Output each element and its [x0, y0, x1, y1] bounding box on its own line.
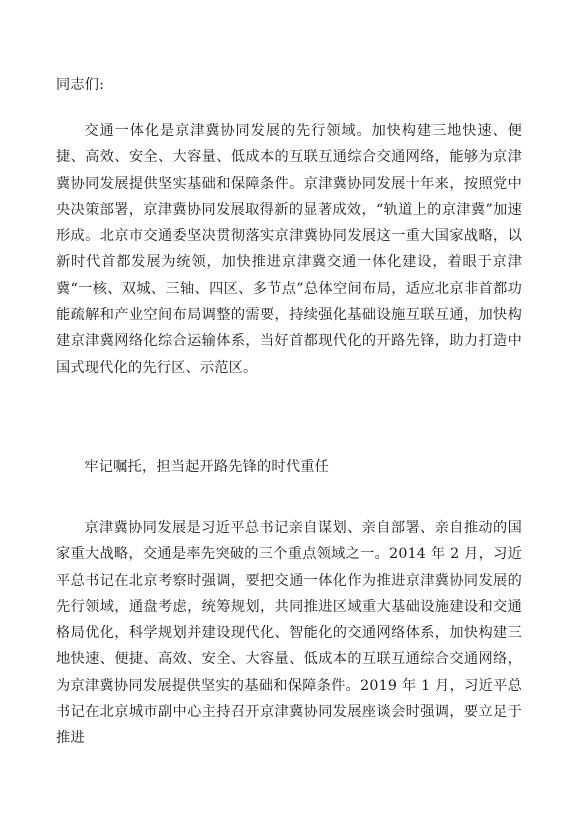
paragraph-intro: 交通一体化是京津冀协同发展的先行领域。加快构建三地快速、便捷、高效、安全、大容量、低成本的互联互通综合交通网络，能够为京津冀协同发展提供坚实基础和保障条件。京津冀协同发展十年来，按照党中央决策部署，京津冀协同发展取得新的显著成效，“轨道上的京津冀”加速形成。北京市交通委坚决贯彻落实京津冀协同发展这一重大国家战略，以新时代首都发展为统领，加快推进京津冀交通一体化建设，着眼于京津冀“一核、双城、三轴、四区、多节点”总体空间布局，适应北京非首都功能疏解和产业空间布局调整的需要，持续强化基础设施互联互通，加快构建京津冀网络化综合运输体系，当好首都现代化的开路先锋，助力打造中国式现代化的先行区、示范区。: [56, 123, 522, 376]
section-heading: 牢记嘱托，担当起开路先锋的时代重任: [84, 459, 329, 475]
paragraph-body: 京津冀协同发展是习近平总书记亲自谋划、亲自部署、亲自推动的国家重大战略，交通是率先突破的三个重点领域之一。2014 年 2 月，习近平总书记在北京考察时强调，要把交通一体化作为推进京津冀协同发展的先行领域，通盘考虑，统筹规划，共同推进区域重大基础设施建设和交通格局优化，科学规划并建设现代化、智能化的交通网络体系，加快构建三地快速、便捷、高效、安全、大容量、低成本的互联互通综合交通网络，为京津冀协同发展提供坚实的基础和保障条件。2019 年 1 月，习近平总书记在北京城市副中心主持召开京津冀协同发展座谈会时强调，要立足于推进: [56, 520, 522, 747]
salutation: 同志们:: [56, 77, 105, 93]
